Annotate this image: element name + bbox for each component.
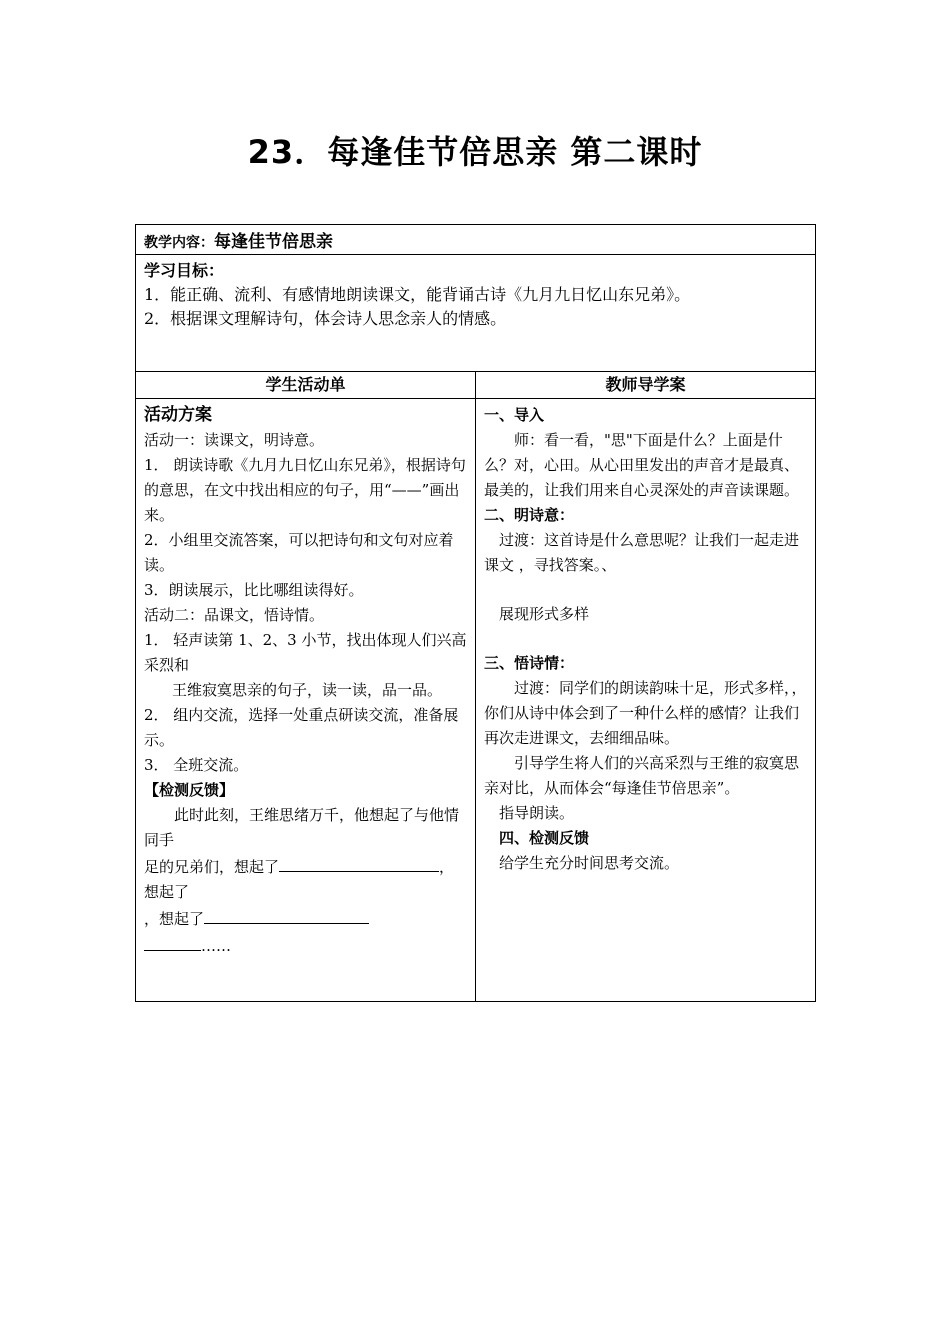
activity-2-step-2: 2． 组内交流，选择一处重点研读交流，准备展示。 <box>144 706 459 749</box>
section-1-text: 师：看一看，"思"下面是什么？上面是什么？对，心田。从心田里发出的声音才是最真、最美的，让我们用来自心灵深处的声音读课题。 <box>484 431 800 499</box>
section-4-heading: 四、检测反馈 <box>499 829 590 847</box>
section-3-heading: 三、悟诗情： <box>484 654 575 672</box>
content-row <box>136 225 816 255</box>
column-header-row <box>136 372 816 399</box>
feedback-text: ，想起了 <box>144 910 205 928</box>
teacher-guide-cell <box>476 399 816 1002</box>
feedback-text: ，想起了 <box>144 858 455 901</box>
content-value: 每逢佳节倍思亲 <box>214 232 333 252</box>
section-2-text: 过渡：这首诗是什么意思呢？让我们一起走进课文 ，寻找答案。、 <box>484 531 800 574</box>
feedback-ellipsis: …… <box>201 937 231 955</box>
main-row <box>136 399 816 1002</box>
section-4-text: 给学生充分时间思考交流。 <box>499 854 680 872</box>
feedback-line-1: 此时此刻，王维思绪万千，他想起了与他情同手 <box>144 806 460 849</box>
section-1-heading: 一、导入 <box>484 406 545 424</box>
section-3-text-2: 引导学生将人们的兴高采烈与王维的寂寞思亲对比，从而体会“每逢佳节倍思亲”。 <box>484 754 800 797</box>
student-activity-cell <box>136 399 476 1002</box>
activity-1-step-3: 3．朗读展示，比比哪组读得好。 <box>144 581 364 599</box>
feedback-heading: 【检测反馈】 <box>144 781 235 799</box>
goals-row <box>136 255 816 372</box>
fill-blank[interactable] <box>204 905 369 924</box>
page-title: 23．每逢佳节倍思亲 第二课时 <box>247 133 703 171</box>
section-2-note: 展现形式多样 <box>499 605 590 623</box>
goal-item: 1．能正确、流利、有感情地朗读课文，能背诵古诗《九月九日忆山东兄弟》。 <box>144 285 691 304</box>
feedback-line-3 <box>144 905 467 932</box>
section-3-text-3: 指导朗读。 <box>499 804 575 822</box>
activity-plan-heading: 活动方案 <box>144 405 212 425</box>
fill-blank[interactable] <box>279 853 439 872</box>
activity-2-step-3: 3． 全班交流。 <box>144 756 249 774</box>
activity-2-title: 活动二：品课文，悟诗情。 <box>144 606 325 624</box>
section-2-heading: 二、明诗意： <box>484 506 575 524</box>
column-header-teacher: 教师导学案 <box>476 372 816 399</box>
feedback-line-4 <box>144 932 467 959</box>
feedback-text: 足的兄弟们，想起了 <box>144 858 280 876</box>
goals-heading: 学习目标： <box>144 261 225 280</box>
activity-1-step-2: 2．小组里交流答案，可以把诗句和文句对应着读。 <box>144 531 454 574</box>
activity-1-title: 活动一：读课文，明诗意。 <box>144 431 325 449</box>
activity-2-step-1-cont: 王维寂寞思亲的句子，读一读，品一品。 <box>172 681 443 699</box>
activity-1-step-1: 1． 朗读诗歌《九月九日忆山东兄弟》，根据诗句的意思，在文中找出相应的句子，用“——”画出来。 <box>144 456 466 524</box>
section-3-text: 过渡：同学们的朗读韵味十足，形式多样，，你们从诗中体会到了一种什么样的感情？让我们再次走进课文，去细细品味。 <box>484 679 807 747</box>
content-cell <box>136 225 816 255</box>
column-header-student: 学生活动单 <box>136 372 476 399</box>
activity-2-step-1: 1． 轻声读第 1、2、3 小节，找出体现人们兴高采烈和 <box>144 631 467 674</box>
lesson-table <box>135 224 816 1002</box>
fill-blank[interactable] <box>144 932 201 951</box>
goal-item: 2．根据课文理解诗句，体会诗人思念亲人的情感。 <box>144 309 507 328</box>
feedback-line-2 <box>144 853 467 905</box>
content-label: 教学内容： <box>144 235 214 251</box>
goals-cell <box>136 255 816 372</box>
